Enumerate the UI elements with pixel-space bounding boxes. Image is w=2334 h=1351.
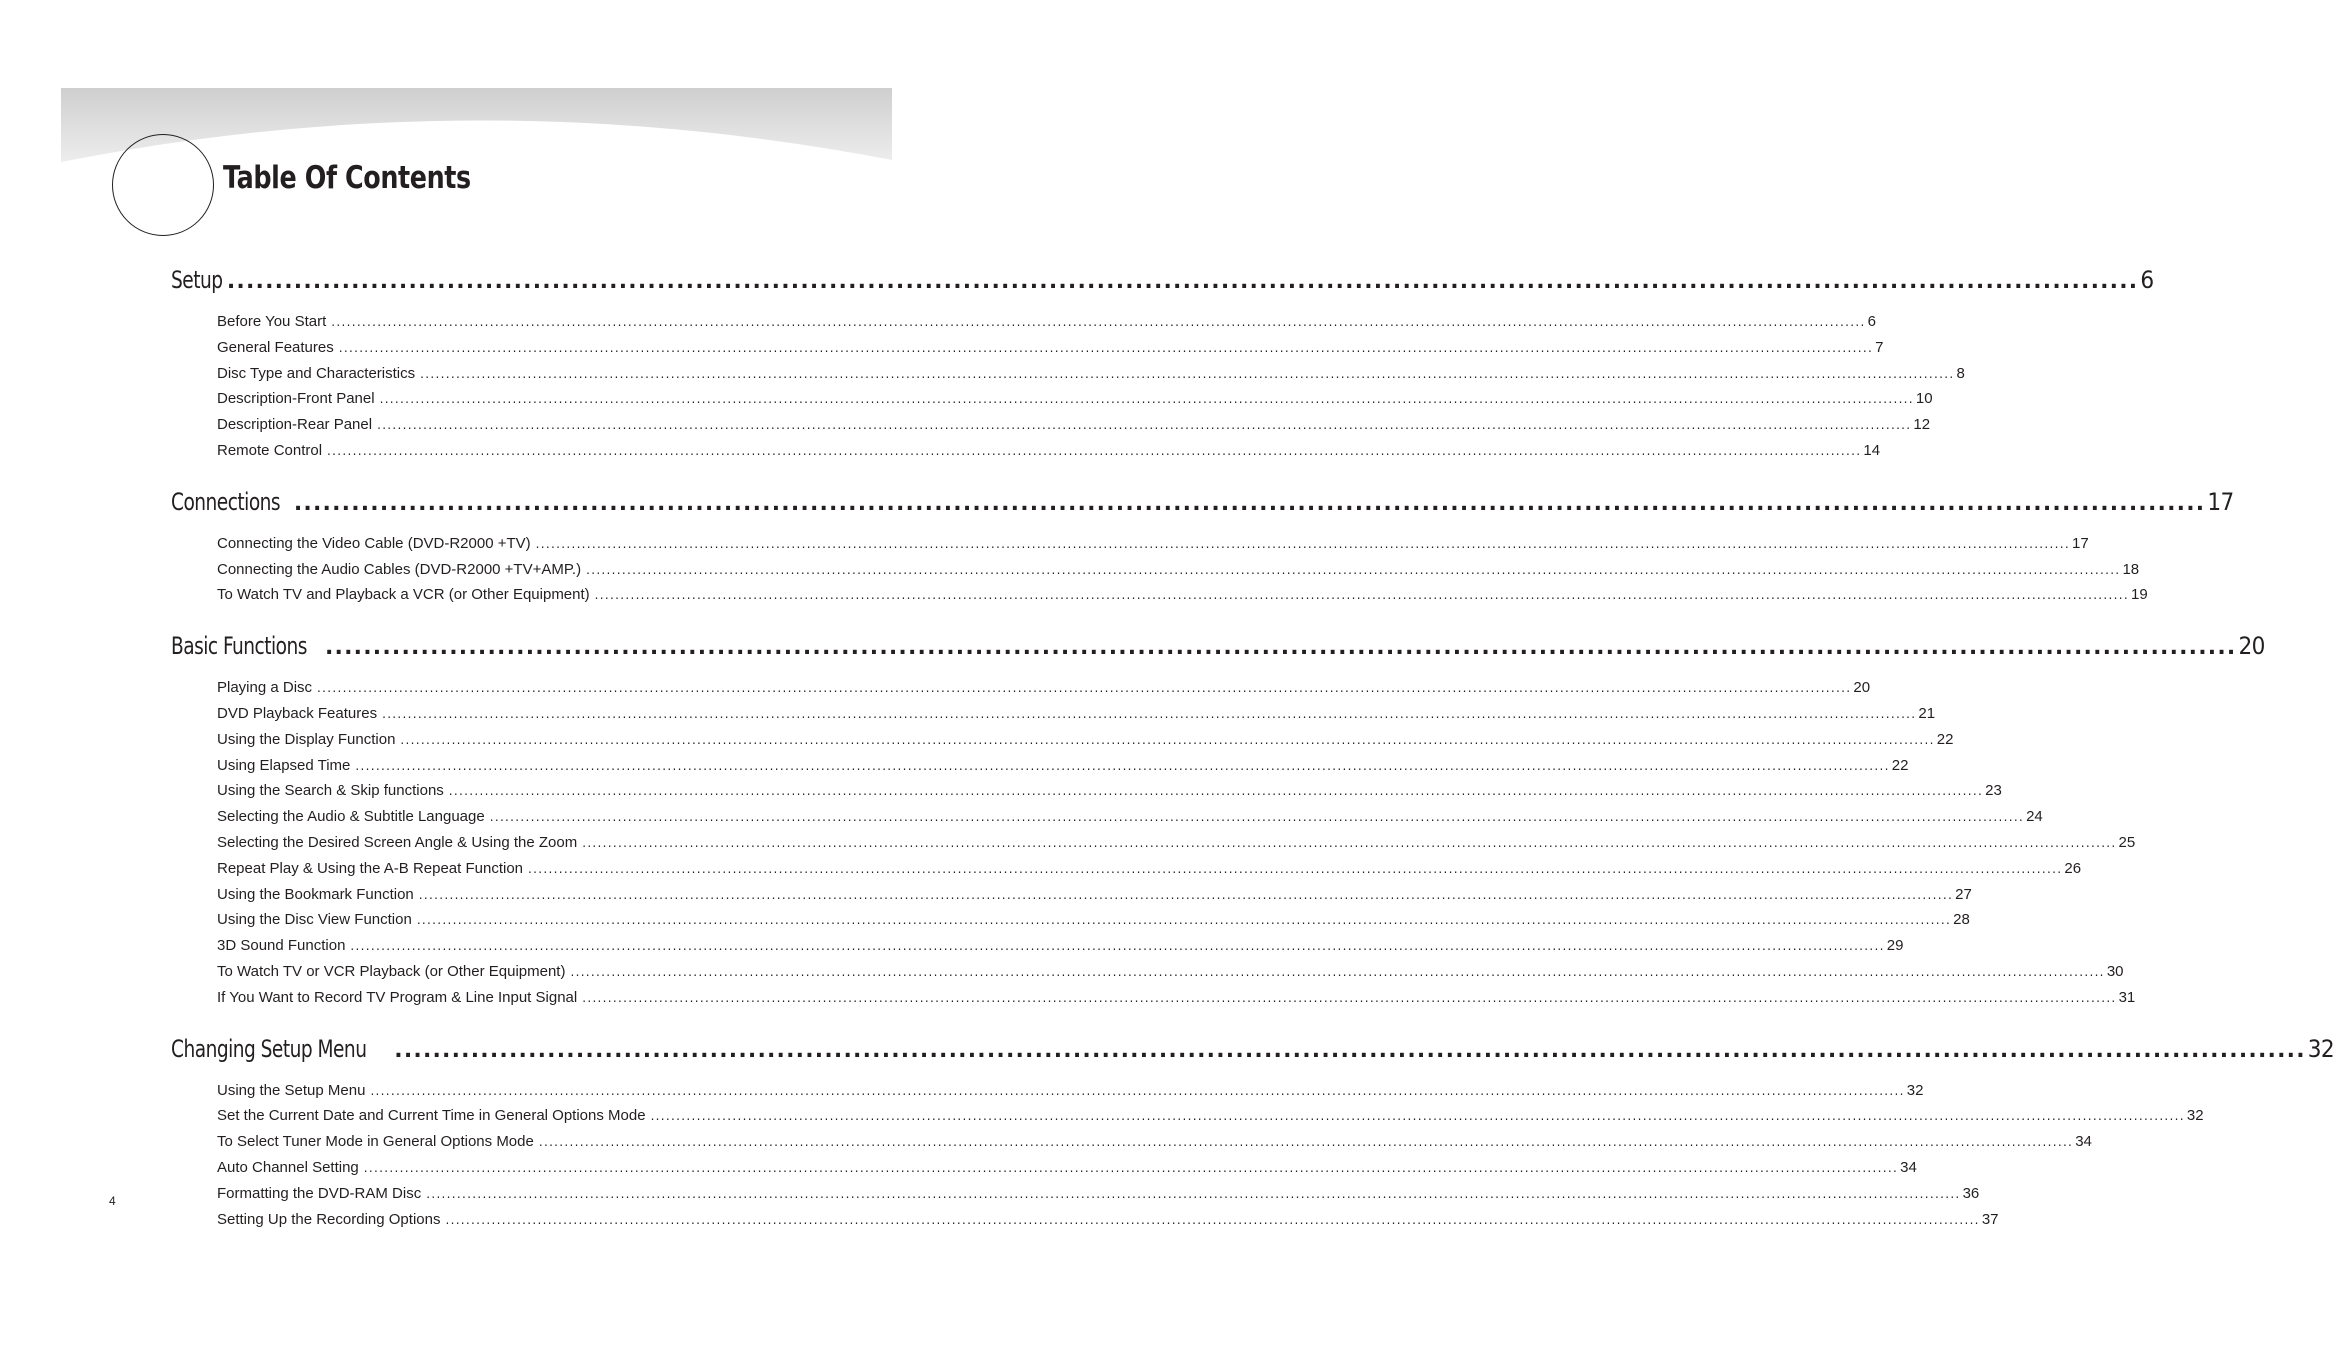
toc-entry[interactable] bbox=[217, 988, 2136, 1015]
toc-section bbox=[171, 632, 2265, 1014]
entry-page-number: 29 bbox=[1886, 937, 1904, 955]
leader-dots: ............................................................................................................................................................................................................................................................................................................ bbox=[445, 1212, 1980, 1227]
section-title: Basic Functions bbox=[171, 632, 307, 661]
toc-section-heading[interactable] bbox=[171, 632, 2265, 670]
entry-page-number: 12 bbox=[1913, 416, 1931, 434]
entry-page-number: 7 bbox=[1875, 338, 1884, 356]
entry-title: Using the Search & Skip functions bbox=[217, 782, 444, 800]
toc-entry[interactable] bbox=[217, 338, 1884, 365]
entry-title: Connecting the Audio Cables (DVD-R2000 +TV+AMP.) bbox=[217, 560, 582, 578]
entry-page-number: 27 bbox=[1955, 885, 1972, 903]
toc-entry[interactable] bbox=[217, 833, 2136, 860]
entry-title: Formatting the DVD-RAM Disc bbox=[217, 1184, 422, 1202]
entry-title: 3D Sound Function bbox=[217, 937, 346, 955]
entry-page-number: 34 bbox=[2075, 1133, 2092, 1151]
leader-dots: ............................................................................................................................................................................................................................................................................................................ bbox=[538, 1135, 2074, 1150]
entry-page-number: 32 bbox=[2186, 1107, 2204, 1125]
entry-title: Repeat Play & Using the A-B Repeat Function bbox=[217, 859, 524, 877]
toc-entry[interactable] bbox=[217, 885, 1972, 912]
toc-entry[interactable] bbox=[217, 1184, 1980, 1211]
leader-dots: ............................................................................................................................................................................................................................................................................................................ bbox=[379, 392, 1914, 407]
leader-dots: ............................................................................................................................................................................................................................................................................................................ bbox=[582, 835, 2117, 850]
page-number: 4 bbox=[109, 1194, 116, 1208]
leader-dots: ............................................................................................................................................................................................................................................................................................................ bbox=[570, 964, 2105, 979]
toc-entry[interactable] bbox=[217, 911, 1970, 937]
leader-dots: ............................................................................................................................................................................................................................................................................................................ bbox=[363, 1160, 1899, 1175]
leader-dots: ............................................................................................................................................................................................................................................................................................................ bbox=[382, 706, 1917, 721]
entry-page-number: 34 bbox=[1900, 1158, 1917, 1176]
section-spacer bbox=[171, 468, 797, 488]
toc-entry-list bbox=[217, 1081, 2204, 1237]
section-title: Changing Setup Menu bbox=[171, 1034, 367, 1063]
leader-dots: ............................................................................................................................................................................................................................................................................................................ bbox=[586, 562, 2121, 577]
entry-page-number: 21 bbox=[1918, 704, 1936, 722]
leader-dots: ............................................................................................................................................................................................................................................................................................................ bbox=[370, 1083, 1905, 1098]
leader-dots: ............................................................................................................................................................................................................................................................................................................ bbox=[420, 366, 1955, 381]
toc-entry[interactable] bbox=[217, 1107, 2204, 1133]
toc-entry[interactable] bbox=[217, 782, 2002, 808]
toc-entry[interactable] bbox=[217, 586, 2148, 612]
entry-page-number: 25 bbox=[2118, 833, 2136, 851]
toc-entry[interactable] bbox=[217, 560, 2140, 587]
entry-page-number: 19 bbox=[2131, 586, 2148, 604]
toc-section-heading[interactable] bbox=[171, 487, 2234, 526]
section-page-number: 32 bbox=[2307, 1034, 2334, 1063]
entry-title: Using the Setup Menu bbox=[217, 1081, 366, 1099]
toc-entry[interactable] bbox=[217, 441, 1881, 468]
toc-section bbox=[171, 1034, 2334, 1237]
leader-dots: ............................................................................................................................................................................................................................................................................................................ bbox=[377, 418, 1912, 433]
leader-dots: ............................................................................................................................................................................................................................................................................................................ bbox=[489, 810, 2025, 825]
leader-dots: ............................................................................................................................................................................................................................................................................................................ bbox=[338, 340, 1874, 355]
entry-title: Playing a Disc bbox=[217, 679, 313, 697]
toc-entry[interactable] bbox=[217, 1081, 1924, 1108]
section-spacer bbox=[171, 612, 797, 632]
title-circle-ornament bbox=[112, 134, 214, 236]
entry-title: Description-Rear Panel bbox=[217, 416, 373, 434]
toc-entry[interactable] bbox=[217, 1133, 2092, 1159]
entry-title: Using the Disc View Function bbox=[217, 911, 412, 929]
toc-entry[interactable] bbox=[217, 679, 1871, 705]
entry-page-number: 30 bbox=[2106, 962, 2124, 980]
entry-page-number: 26 bbox=[2064, 859, 2082, 877]
leader-dots: ........................................................................................................................................................................................................ bbox=[226, 269, 2139, 294]
entry-page-number: 20 bbox=[1853, 679, 1871, 697]
entry-page-number: 22 bbox=[1936, 730, 1954, 748]
toc-entry[interactable] bbox=[217, 364, 1965, 391]
entry-page-number: 23 bbox=[1985, 782, 2002, 800]
section-page-number: 20 bbox=[2238, 632, 2265, 661]
section-page-number: 17 bbox=[2207, 487, 2234, 516]
entry-title: Selecting the Desired Screen Angle & Using the Zoom bbox=[217, 833, 578, 851]
entry-title: Description-Front Panel bbox=[217, 390, 375, 408]
toc-section-heading[interactable] bbox=[171, 266, 2154, 304]
leader-dots: ........................................................................................................................................................................................................ bbox=[394, 1037, 2306, 1063]
leader-dots: ........................................................................................................................................................................................................ bbox=[293, 490, 2206, 516]
entry-title: If You Want to Record TV Program & Line Input Signal bbox=[217, 988, 578, 1006]
toc-entry[interactable] bbox=[217, 859, 2082, 886]
entry-title: Using the Bookmark Function bbox=[217, 885, 414, 903]
entry-title: To Watch TV or VCR Playback (or Other Equipment) bbox=[217, 962, 566, 980]
toc-entry[interactable] bbox=[217, 756, 1909, 783]
leader-dots: ............................................................................................................................................................................................................................................................................................................ bbox=[317, 681, 1852, 696]
toc-section bbox=[171, 266, 2154, 468]
entry-page-number: 37 bbox=[1981, 1210, 1999, 1228]
entry-page-number: 22 bbox=[1891, 756, 1909, 774]
entry-title: Before You Start bbox=[217, 313, 327, 330]
entry-page-number: 32 bbox=[1906, 1081, 1924, 1099]
leader-dots: ............................................................................................................................................................................................................................................................................................................ bbox=[528, 861, 2063, 876]
entry-title: Remote Control bbox=[217, 441, 323, 459]
toc-entry[interactable] bbox=[217, 534, 2089, 561]
entry-page-number: 10 bbox=[1915, 390, 1933, 408]
toc-entry[interactable] bbox=[217, 962, 2124, 989]
section-title: Setup bbox=[171, 266, 223, 294]
leader-dots: ............................................................................................................................................................................................................................................................................................................ bbox=[355, 758, 1890, 773]
entry-page-number: 31 bbox=[2118, 988, 2136, 1006]
leader-dots: ............................................................................................................................................................................................................................................................................................................ bbox=[400, 732, 1935, 747]
entry-page-number: 24 bbox=[2026, 808, 2043, 826]
leader-dots: ............................................................................................................................................................................................................................................................................................................ bbox=[350, 939, 1885, 954]
entry-page-number: 36 bbox=[1962, 1184, 1980, 1202]
entry-page-number: 28 bbox=[1953, 911, 1970, 929]
toc-entry[interactable] bbox=[217, 313, 1876, 339]
entry-title: Setting Up the Recording Options bbox=[217, 1210, 441, 1228]
entry-page-number: 6 bbox=[1867, 313, 1876, 330]
entry-title: Auto Channel Setting bbox=[217, 1158, 359, 1176]
entry-title: Set the Current Date and Current Time in General Options Mode bbox=[217, 1107, 646, 1125]
section-spacer bbox=[171, 1015, 797, 1035]
toc-section-heading[interactable] bbox=[171, 1034, 2334, 1073]
entry-page-number: 14 bbox=[1863, 441, 1881, 459]
toc-entry[interactable] bbox=[217, 730, 1954, 757]
toc-entry[interactable] bbox=[217, 390, 1933, 416]
leader-dots: ............................................................................................................................................................................................................................................................................................................ bbox=[582, 990, 2117, 1005]
leader-dots: ............................................................................................................................................................................................................................................................................................................ bbox=[426, 1186, 1961, 1201]
leader-dots: ........................................................................................................................................................................................................ bbox=[324, 635, 2237, 661]
entry-page-number: 18 bbox=[2122, 560, 2140, 578]
leader-dots: ............................................................................................................................................................................................................................................................................................................ bbox=[327, 443, 1862, 458]
toc-entry[interactable] bbox=[217, 1158, 1917, 1185]
toc-entry[interactable] bbox=[217, 808, 2043, 834]
toc-entry[interactable] bbox=[217, 416, 1931, 442]
entry-title: Using the Display Function bbox=[217, 730, 396, 748]
entry-title: To Select Tuner Mode in General Options Mode bbox=[217, 1133, 534, 1151]
entry-title: General Features bbox=[217, 338, 334, 356]
entry-title: Connecting the Video Cable (DVD-R2000 +TV) bbox=[217, 534, 531, 552]
leader-dots: ............................................................................................................................................................................................................................................................................................................ bbox=[594, 588, 2129, 603]
entry-title: DVD Playback Features bbox=[217, 704, 378, 722]
toc-entry-list bbox=[217, 534, 2148, 612]
table-of-contents bbox=[171, 266, 2334, 1236]
leader-dots: ............................................................................................................................................................................................................................................................................................................ bbox=[650, 1109, 2185, 1124]
toc-entry[interactable] bbox=[217, 704, 1936, 731]
toc-entry[interactable] bbox=[217, 937, 1904, 963]
page-title: Table Of Contents bbox=[223, 160, 471, 196]
entry-page-number: 8 bbox=[1956, 364, 1965, 382]
section-page-number: 6 bbox=[2140, 266, 2154, 294]
toc-section bbox=[171, 487, 2234, 612]
entry-title: Selecting the Audio & Subtitle Language bbox=[217, 808, 485, 826]
entry-title: To Watch TV and Playback a VCR (or Other Equipment) bbox=[217, 586, 590, 604]
leader-dots: ............................................................................................................................................................................................................................................................................................................ bbox=[416, 913, 1952, 928]
toc-entry[interactable] bbox=[217, 1210, 1999, 1237]
entry-title: Using Elapsed Time bbox=[217, 756, 351, 774]
toc-entry-list bbox=[217, 679, 2136, 1014]
leader-dots: ............................................................................................................................................................................................................................................................................................................ bbox=[331, 315, 1866, 329]
leader-dots: ............................................................................................................................................................................................................................................................................................................ bbox=[535, 536, 2070, 551]
section-title: Connections bbox=[171, 487, 281, 516]
entry-page-number: 17 bbox=[2072, 534, 2089, 552]
leader-dots: ............................................................................................................................................................................................................................................................................................................ bbox=[418, 887, 1954, 902]
leader-dots: ............................................................................................................................................................................................................................................................................................................ bbox=[448, 784, 1984, 799]
toc-entry-list bbox=[217, 313, 1965, 468]
entry-title: Disc Type and Characteristics bbox=[217, 364, 416, 382]
